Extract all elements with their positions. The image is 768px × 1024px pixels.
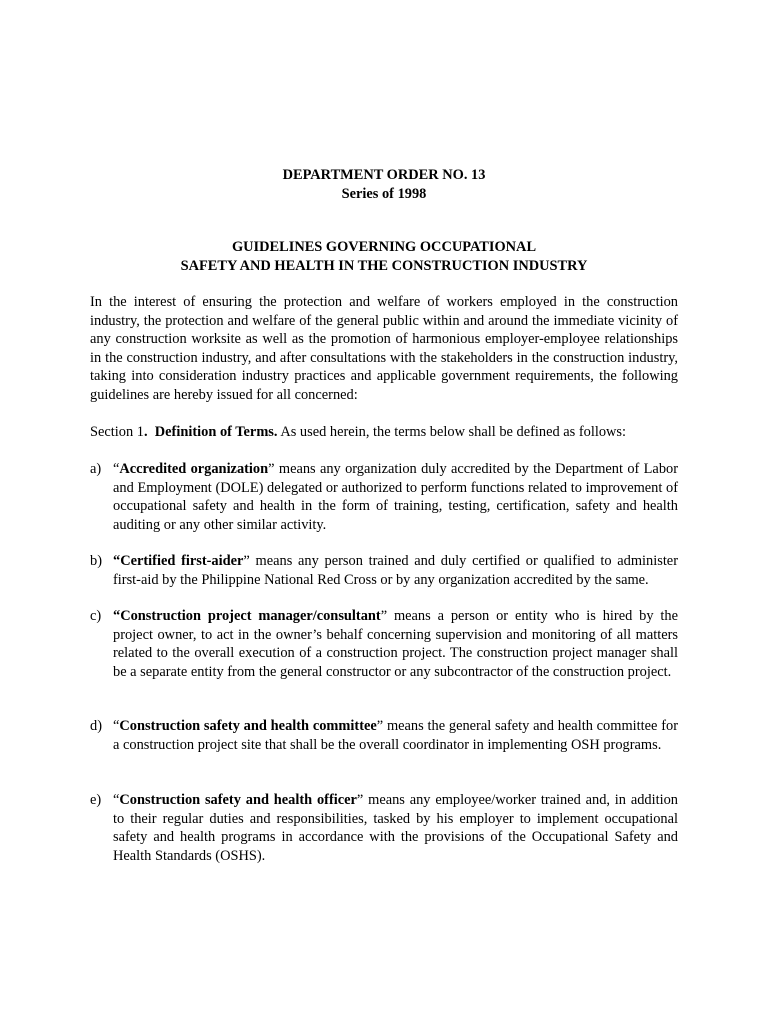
definition-text: means the general safety and health committee for a construction project site that shall be the overall coordinator in implementing OSH programs.	[113, 718, 678, 753]
open-quote: “	[113, 792, 120, 808]
definition-item	[90, 552, 678, 589]
title-line-2: SAFETY AND HEALTH IN THE CONSTRUCTION INDUSTRY	[180, 257, 588, 274]
section-title: Definition of Terms.	[154, 424, 278, 440]
open-quote: “	[113, 461, 120, 477]
definition-body	[113, 791, 678, 865]
order-number: DEPARTMENT ORDER NO. 13	[282, 167, 486, 183]
section-period: .	[143, 424, 148, 440]
open-quote: “	[113, 608, 121, 624]
item-marker: e)	[90, 792, 102, 808]
definition-text: means any organization duly accredited by the Department of Labor and Employment (DOLE) delegated or authorized to perform functions related to improvement of occupational safety and health in the form of training, testing, certification, safety and health auditing or any other similar activity.	[113, 461, 679, 533]
definition-body	[113, 717, 678, 754]
item-marker: a)	[90, 461, 102, 477]
open-quote: “	[113, 553, 121, 569]
title-line-1: GUIDELINES GOVERNING OCCUPATIONAL	[231, 239, 537, 255]
section-label: Section 1	[90, 424, 144, 440]
close-quote: ”	[268, 461, 275, 477]
intro-paragraph: In the interest of ensuring the protection and welfare of workers employed in the construction industry, the protection and welfare of the general public within and around the immediate vicinity of any construction worksite as well as the promotion of harmonious employer-employee relationships in the construction industry, and after consultations with the stakeholders in the construction industry, taking into consideration industry practices and applicable government requirements, the following guidelines are hereby issued for all concerned:	[90, 294, 678, 403]
definition-body	[113, 552, 678, 589]
close-quote: ”	[243, 553, 250, 569]
definition-item	[90, 460, 678, 534]
defined-term: Construction safety and health officer	[119, 792, 357, 808]
close-quote: ”	[380, 608, 388, 624]
item-marker: b)	[90, 553, 102, 569]
document-title	[90, 238, 678, 275]
definition-body	[113, 607, 678, 681]
definition-item	[90, 717, 678, 754]
definition-item	[90, 607, 678, 681]
order-header	[90, 166, 678, 203]
definition-body	[113, 460, 678, 534]
order-series: Series of 1998	[341, 185, 427, 202]
defined-term: Construction safety and health committee	[119, 718, 377, 734]
item-marker: c)	[90, 608, 102, 624]
definition-text: means any person trained and duly certified or qualified to administer first-aid by the Philippine National Red Cross or by any organization accredited by the same.	[113, 553, 678, 588]
section-text: As used herein, the terms below shall be defined as follows:	[280, 424, 627, 440]
item-marker: d)	[90, 718, 102, 734]
definition-item	[90, 791, 678, 865]
defined-term: Construction project manager/consultant	[120, 608, 381, 624]
defined-term: Accredited organization	[119, 461, 269, 477]
defined-term: Certified first-aider	[120, 553, 244, 569]
close-quote: ”	[376, 718, 384, 734]
definition-text: means a person or entity who is hired by the project owner, to act in the owner’s behalf concerning supervision and monitoring of all matters related to the overall execution of a construction project. The construction project manager shall be a separate entity from the general constructor or any subcontractor of the construction project.	[113, 608, 678, 680]
section-1-heading	[90, 423, 678, 442]
definition-text: means any employee/worker trained and, in addition to their regular duties and responsibilities, tasked by his employer to implement occupational safety and health programs in accordance with the provisions of the Occupational Safety and Health Standards (OSHS).	[113, 792, 678, 864]
close-quote: ”	[356, 792, 364, 808]
open-quote: “	[113, 718, 120, 734]
